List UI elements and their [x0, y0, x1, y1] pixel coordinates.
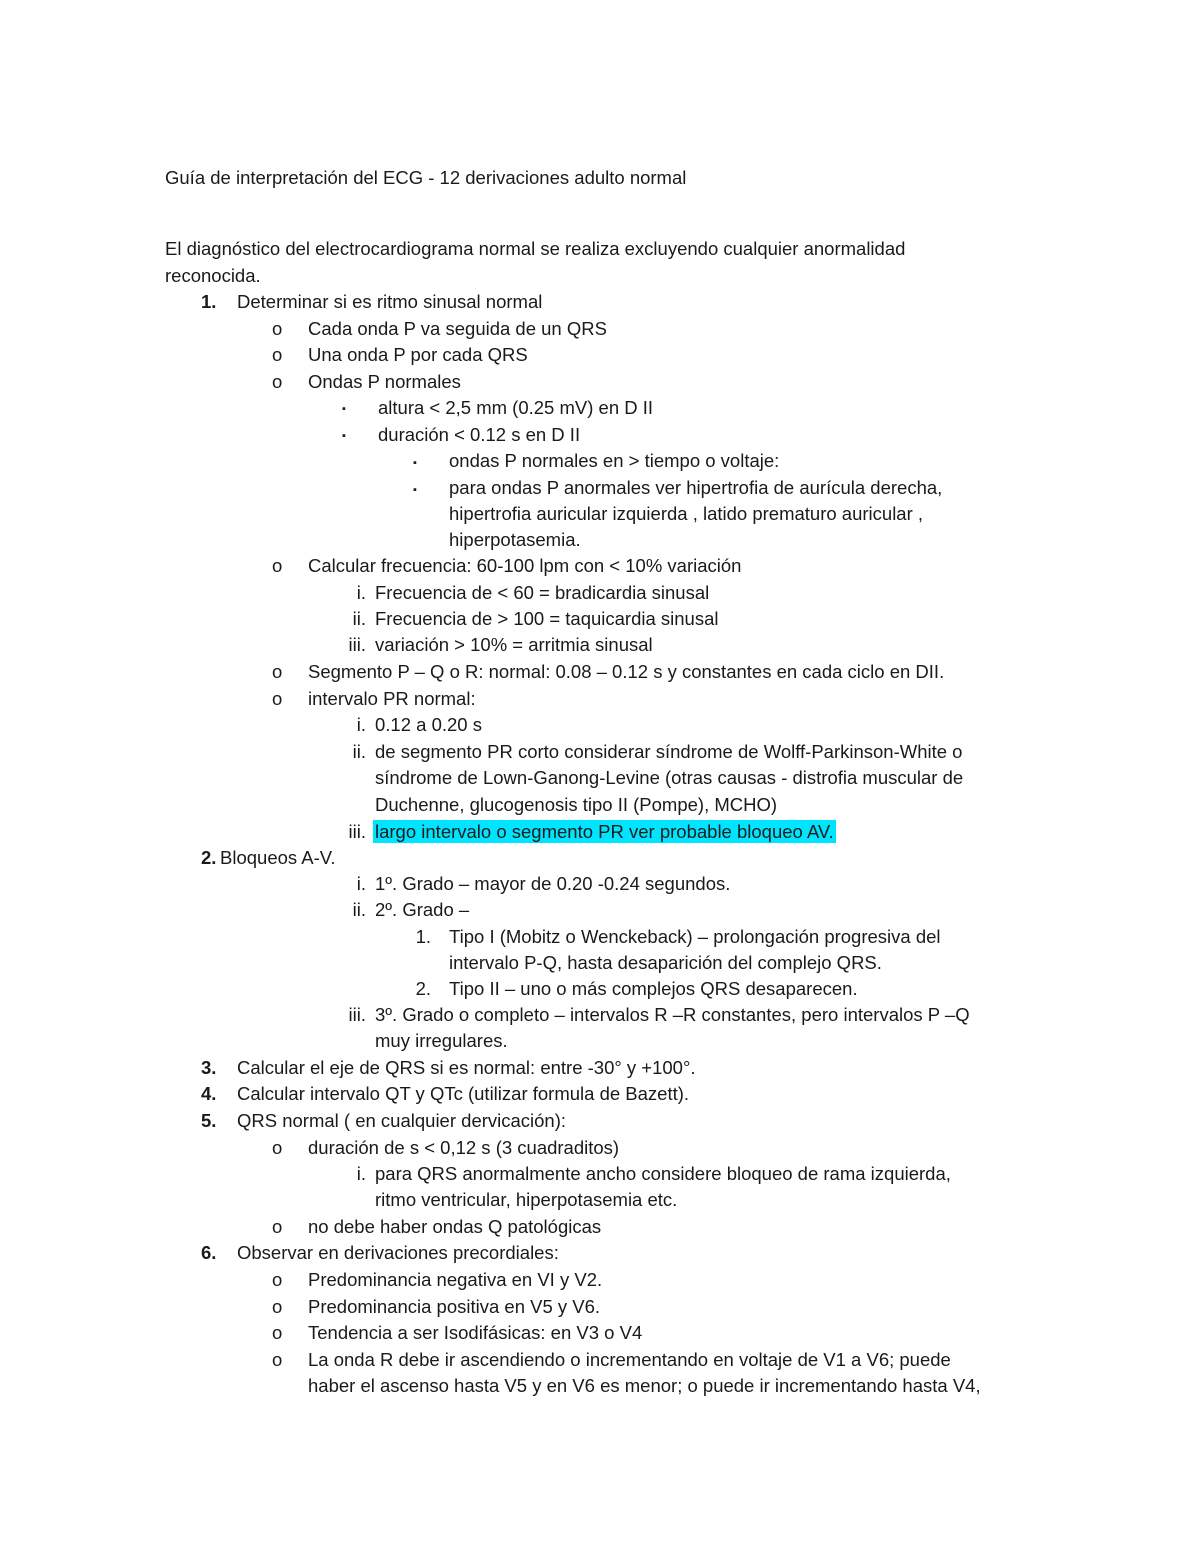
section-6-heading: Observar en derivaciones precordiales: — [237, 1242, 559, 1263]
item-1f3 — [375, 820, 836, 844]
section-5-number: 5. — [201, 1110, 217, 1131]
item-6d-line-2: haber el ascenso hasta V5 y en V6 es menor; o puede ir incrementando hasta V4, — [308, 1375, 981, 1396]
item-1c1: altura < 2,5 mm (0.25 mV) en D II — [378, 397, 654, 418]
roman-marker: ii. — [352, 899, 366, 920]
item-5a1-line-1: para QRS anormalmente ancho considere bloqueo de rama izquierda, — [375, 1163, 951, 1184]
square-bullet-icon: ▪ — [342, 403, 346, 415]
square-bullet-icon: ▪ — [413, 484, 417, 496]
bullet-o-marker: o — [272, 344, 283, 365]
roman-marker: iii. — [348, 821, 366, 842]
number-marker: 1. — [415, 926, 431, 947]
item-1c2b-line-2: hipertrofia auricular izquierda , latido prematuro auricular , — [449, 503, 924, 524]
section-1-number: 1. — [201, 291, 217, 312]
item-6b: Predominancia positiva en V5 y V6. — [308, 1296, 601, 1317]
item-2g3-line-2: muy irregulares. — [375, 1030, 508, 1051]
item-1c2a: ondas P normales en > tiempo o voltaje: — [449, 450, 780, 471]
item-1c: Ondas P normales — [308, 371, 461, 392]
item-1d: Calcular frecuencia: 60-100 lpm con < 10% variación — [308, 555, 742, 576]
number-marker: 2. — [415, 978, 431, 999]
roman-marker: i. — [356, 1163, 366, 1184]
item-2g2: 2º. Grado – — [375, 899, 470, 920]
intro-line-2: reconocida. — [165, 265, 261, 286]
item-1d1: Frecuencia de < 60 = bradicardia sinusal — [375, 582, 710, 603]
bullet-o-marker: o — [272, 318, 283, 339]
item-1f1: 0.12 a 0.20 s — [375, 714, 482, 735]
item-1c2b-line-1: para ondas P anormales ver hipertrofia de aurícula derecha, — [449, 477, 943, 498]
item-5b: no debe haber ondas Q patológicas — [308, 1216, 602, 1237]
item-1f2-line-3: Duchenne, glucogenosis tipo II (Pompe), MCHO) — [375, 794, 778, 815]
item-2g3-line-1: 3º. Grado o completo – intervalos R –R constantes, pero intervalos P –Q — [375, 1004, 970, 1025]
item-5a: duración de s < 0,12 s (3 cuadraditos) — [308, 1137, 620, 1158]
item-1c2: duración < 0.12 s en D II — [378, 424, 581, 445]
bullet-o-marker: o — [272, 688, 283, 709]
document-title: Guía de interpretación del ECG - 12 derivaciones adulto normal — [165, 167, 687, 188]
bullet-o-marker: o — [272, 661, 283, 682]
roman-marker: iii. — [348, 1004, 366, 1025]
item-2g2b: Tipo II – uno o más complejos QRS desaparecen. — [449, 978, 858, 999]
square-bullet-icon: ▪ — [342, 430, 346, 442]
section-6-number: 6. — [201, 1242, 217, 1263]
item-1f: intervalo PR normal: — [308, 688, 476, 709]
section-4-number: 4. — [201, 1083, 217, 1104]
bullet-o-marker: o — [272, 1216, 283, 1237]
item-6a: Predominancia negativa en VI y V2. — [308, 1269, 603, 1290]
item-1f2-line-2: síndrome de Lown-Ganong-Levine (otras causas - distrofia muscular de — [375, 767, 964, 788]
item-2g2a-line-2: intervalo P-Q, hasta desaparición del complejo QRS. — [449, 952, 882, 973]
bullet-o-marker: o — [272, 1296, 283, 1317]
item-1a: Cada onda P va seguida de un QRS — [308, 318, 607, 339]
section-2-heading: Bloqueos A-V. — [220, 847, 336, 868]
roman-marker: i. — [356, 714, 366, 735]
item-2g1: 1º. Grado – mayor de 0.20 -0.24 segundos. — [375, 873, 731, 894]
bullet-o-marker: o — [272, 555, 283, 576]
section-1-heading: Determinar si es ritmo sinusal normal — [237, 291, 543, 312]
bullet-o-marker: o — [272, 1349, 283, 1370]
roman-marker: iii. — [348, 634, 366, 655]
item-2g2a-line-1: Tipo I (Mobitz o Wenckeback) – prolongación progresiva del — [449, 926, 941, 947]
bullet-o-marker: o — [272, 1322, 283, 1343]
item-1e: Segmento P – Q o R: normal: 0.08 – 0.12 s y constantes en cada ciclo en DII. — [308, 661, 945, 682]
section-4-text: Calcular intervalo QT y QTc (utilizar formula de Bazett). — [237, 1083, 690, 1104]
item-1d2: Frecuencia de > 100 = taquicardia sinusal — [375, 608, 719, 629]
item-1c2b-line-3: hiperpotasemia. — [449, 529, 581, 550]
highlighted-text: largo intervalo o segmento PR ver probable bloqueo AV. — [375, 821, 834, 842]
item-6c: Tendencia a ser Isodifásicas: en V3 o V4 — [308, 1322, 643, 1343]
section-3-text: Calcular el eje de QRS si es normal: entre -30° y +100°. — [237, 1057, 696, 1078]
roman-marker: ii. — [352, 608, 366, 629]
item-6d-line-1: La onda R debe ir ascendiendo o incrementando en voltaje de V1 a V6; puede — [308, 1349, 951, 1370]
item-1d3: variación > 10% = arritmia sinusal — [375, 634, 653, 655]
bullet-o-marker: o — [272, 1269, 283, 1290]
roman-marker: i. — [356, 873, 366, 894]
bullet-o-marker: o — [272, 1137, 283, 1158]
item-5a1-line-2: ritmo ventricular, hiperpotasemia etc. — [375, 1189, 678, 1210]
roman-marker: i. — [356, 582, 366, 603]
item-1b: Una onda P por cada QRS — [308, 344, 528, 365]
section-3-number: 3. — [201, 1057, 217, 1078]
section-2-number: 2. — [201, 847, 217, 868]
square-bullet-icon: ▪ — [413, 457, 417, 469]
item-1f2-line-1: de segmento PR corto considerar síndrome de Wolff-Parkinson-White o — [375, 741, 963, 762]
bullet-o-marker: o — [272, 371, 283, 392]
roman-marker: ii. — [352, 741, 366, 762]
section-5-heading: QRS normal ( en cualquier dervicación): — [237, 1110, 567, 1131]
intro-line-1: El diagnóstico del electrocardiograma normal se realiza excluyendo cualquier anormalidad — [165, 238, 906, 259]
